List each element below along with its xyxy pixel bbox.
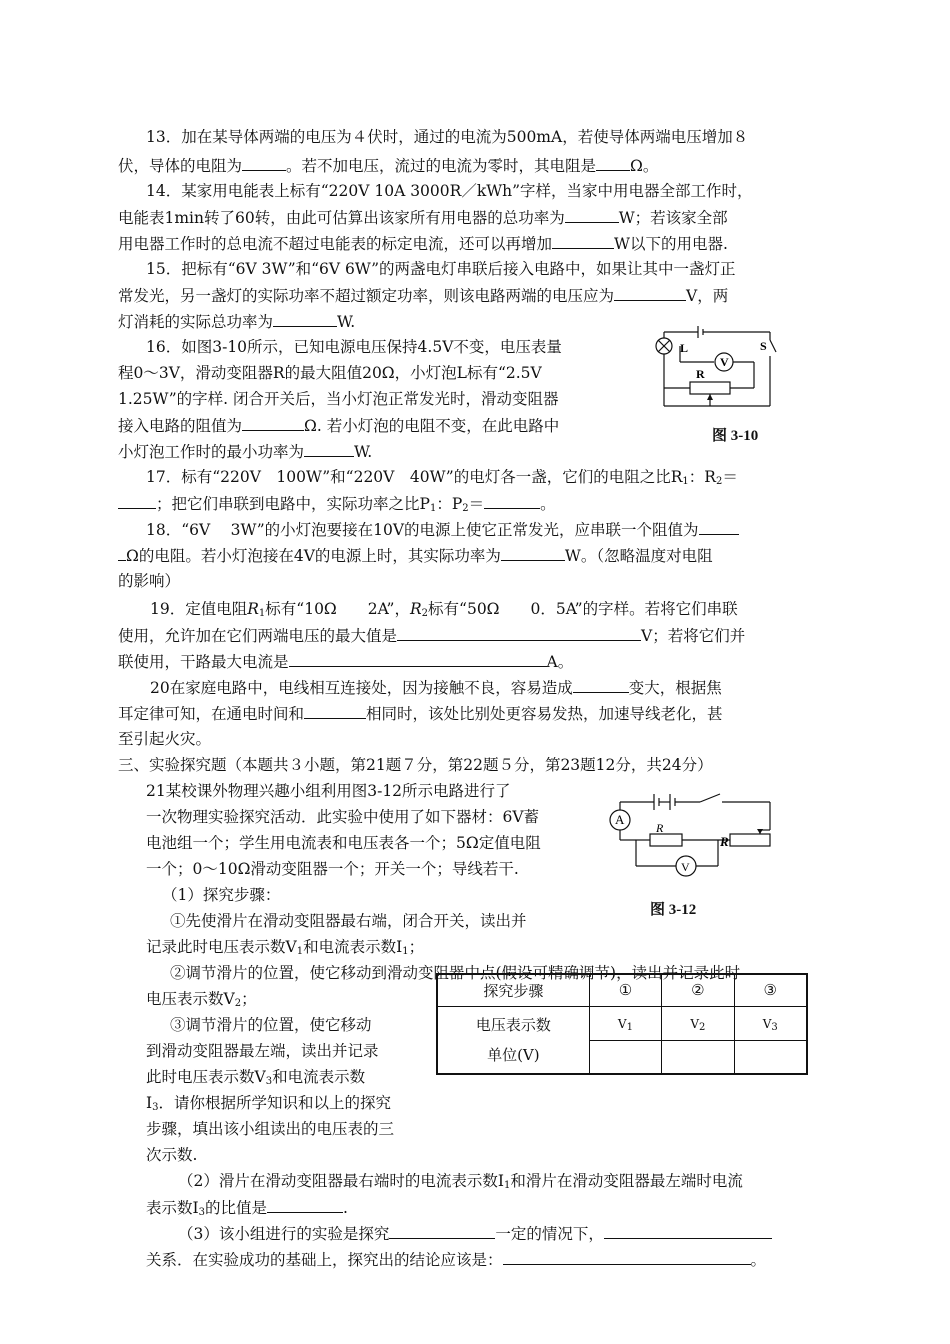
section-3-heading: 三、实验探究题（本题共３小题，第21题７分，第22题５分，第23题12分，共24分） [118, 756, 713, 774]
answer-blank[interactable] [604, 1220, 772, 1239]
answer-blank[interactable] [552, 230, 614, 249]
switch-blade [700, 794, 720, 802]
q13-line1: 13．加在某导体两端的电压为４伏时，通过的电流为500mA，若使导体两端电压增加８ [146, 128, 749, 146]
q21-step2-line1: ②调节滑片的位置，使它移动到滑动变阻器中点(假设可精确调节)，读出并记录此时 [170, 964, 741, 982]
q21-step1-line2: 记录此时电压表示数$V_1$和电流表示数$I_1$； [146, 938, 425, 957]
table-answer-cell[interactable] [589, 1040, 661, 1074]
q20-line2: 耳定律可知，在通电时间和 相同时，该处比别处更容易发热，加速导线老化，甚 [118, 700, 723, 727]
table-answer-cell[interactable] [662, 1040, 734, 1074]
table-header-cell: ② [662, 974, 734, 1006]
q21-line2: 一次物理实验探究活动．此实验中使用了如下器材：6V蓄 [146, 808, 540, 826]
q17-line1: 17．标有“220V 100W”和“220V 40W”的电灯各一盏，它们的电阻之比$R_1$：$R_2=$ [146, 468, 738, 487]
q16-line5: 小灯泡工作时的最小功率为 W. [118, 438, 372, 465]
q16-line1: 16．如图3-10所示，已知电源电压保持4.5V不变，电压表量 [146, 338, 562, 356]
answer-blank[interactable] [699, 516, 739, 535]
answer-blank[interactable] [304, 700, 366, 719]
resistor-symbol [650, 834, 682, 846]
q19-line1: 19．定值电阻$R_1$标有“10Ω 2A”，$R_2$标有“50Ω 0．5A”的字样。若将它们串联 [150, 600, 738, 619]
answer-blank[interactable] [501, 542, 565, 561]
table-header-cell: ③ [734, 974, 807, 1006]
q14-line3: 用电器工作时的总电流不超过电能表的标定电流，还可以再增加 W以下的用电器. [118, 230, 728, 257]
answer-blank[interactable] [397, 622, 641, 641]
q20-line1: 20在家庭电路中，电线相互连接处，因为接触不良，容易造成 变大，根据焦 [150, 674, 722, 701]
rheostat-symbol [730, 834, 770, 846]
answer-blank[interactable] [614, 282, 686, 301]
answer-blank[interactable] [573, 674, 629, 693]
answer-blank[interactable] [565, 204, 619, 223]
q21-line1: 21某校课外物理兴趣小组利用图3-12所示电路进行了 [146, 782, 511, 800]
table-header-cell: 探究步骤 [437, 974, 589, 1006]
answer-blank[interactable] [304, 438, 354, 457]
table-row-label: 电压表示数 单位(V) [437, 1006, 589, 1074]
figure-caption-3-10: 图 3-10 [712, 428, 759, 444]
q21-step3-line3: 此时电压表示数$V_3$和电流表示数 [146, 1068, 366, 1087]
resistor-label: R [656, 821, 664, 835]
q19-line2: 使用，允许加在它们两端电压的最大值是 V；若将它们并 [118, 622, 745, 649]
table-cell: $V_3$ [734, 1006, 807, 1040]
answer-blank[interactable] [242, 412, 304, 431]
voltmeter-label: V [681, 860, 690, 874]
q21-step2-line2: 电压表示数$V_2$； [146, 990, 257, 1009]
q14-line2: 电能表1min转了60转，由此可估算出该家所有用电器的总功率为 W；若该家全部 [118, 204, 728, 231]
rheostat-symbol [690, 382, 730, 394]
q21-step1-line1: ①先使滑片在滑动变阻器最右端，闭合开关，读出并 [170, 912, 527, 930]
q17-line2: ；把它们串联到电路中，实际功率之比$P_1$：$P_2=$ 。 [118, 490, 556, 522]
circuit-diagram-3-12 [600, 790, 785, 895]
rheostat-slider [707, 394, 713, 400]
table-row [437, 1006, 807, 1040]
q16-line4: 接入电路的阻值为 Ω. 若小灯泡的电阻不变，在此电路中 [118, 412, 559, 439]
table-cell: $V_2$ [662, 1006, 734, 1040]
answer-blank[interactable] [242, 152, 286, 171]
ammeter-label: A [615, 812, 625, 827]
q21-step3-line5: 步骤，填出该小组读出的电压表的三 [146, 1120, 395, 1138]
q21-step-title: （1）探究步骤： [162, 886, 281, 904]
q15-line3: 灯消耗的实际总功率为 W. [118, 308, 355, 335]
table-cell: $V_1$ [589, 1006, 661, 1040]
answer-blank[interactable] [503, 1246, 751, 1265]
answer-blank[interactable] [118, 542, 126, 561]
q21-part3-line1: （3）该小组进行的实验是探究 一定的情况下， [178, 1220, 772, 1247]
q19-line3: 联使用，干路最大电流是 A。 [118, 648, 573, 675]
figure-caption-3-12: 图 3-12 [650, 902, 697, 918]
q21-step3-line4: $I_3$．请你根据所学知识和以上的探究 [146, 1094, 392, 1113]
answer-blank[interactable] [596, 152, 630, 171]
switch-blade [770, 340, 776, 352]
rheostat-label: R [720, 834, 729, 849]
switch-label: S [760, 339, 767, 353]
q16-line2: 程0～3V，滑动变阻器R的最大阻值20Ω，小灯泡L标有“2.5V [118, 364, 542, 382]
q18-line2: Ω的电阻。若小灯泡接在4V的电源上时，其实际功率为 W。（忽略温度对电阻 [118, 542, 713, 569]
circuit-diagram-3-10 [650, 318, 790, 418]
table-answer-cell[interactable] [734, 1040, 807, 1074]
q14-line1: 14．某家用电能表上标有“220V 10A 3000R／kWh”字样，当家中用电器全部工作时， [146, 182, 753, 200]
q18-line1: 18．“6V 3W”的小灯泡要接在10V的电源上使它正常发光，应串联一个阻值为 [146, 516, 739, 543]
q21-line3: 电池组一个；学生用电流表和电压表各一个；5Ω定值电阻 [146, 834, 541, 852]
answer-blank[interactable] [267, 1194, 343, 1213]
q21-step3-line1: ③调节滑片的位置，使它移动 [170, 1016, 372, 1034]
answer-blank[interactable] [273, 308, 337, 327]
q15-line1: 15．把标有“6V 3W”和“6V 6W”的两盏电灯串联后接入电路中，如果让其中一盏灯正 [146, 260, 736, 278]
q21-part2-line1: （2）滑片在滑动变阻器最右端时的电流表示数$I_1$和滑片在滑动变阻器最左端时电流 [178, 1172, 743, 1191]
q15-line2: 常发光，另一盏灯的实际功率不超过额定功率，则该电路两端的电压应为 V，两 [118, 282, 728, 309]
q16-line3: 1.25W”的字样. 闭合开关后，当小灯泡正常发光时，滑动变阻器 [118, 390, 559, 408]
results-table [436, 973, 808, 1075]
q21-step3-line2: 到滑动变阻器最左端，读出并记录 [146, 1042, 379, 1060]
rheostat-slider [757, 829, 763, 834]
q13-line2: 伏，导体的电阻为 。若不加电压，流过的电流为零时，其电阻是 Ω。 [118, 152, 658, 179]
lamp-label: L [680, 341, 689, 355]
answer-blank[interactable] [389, 1220, 495, 1239]
q21-part2-line2: 表示数$I_3$的比值是 . [146, 1194, 348, 1226]
answer-blank[interactable] [484, 490, 540, 509]
q20-line3: 至引起火灾。 [118, 730, 212, 748]
voltmeter-label: V [720, 355, 729, 369]
q21-part3-line2: 关系．在实验成功的基础上，探究出的结论应该是： 。 [146, 1246, 766, 1273]
table-header-row [437, 974, 807, 1006]
answer-blank[interactable] [118, 490, 156, 509]
q21-step3-line6: 次示数. [146, 1146, 198, 1164]
q18-line3: 的影响） [118, 572, 181, 590]
answer-blank[interactable] [289, 648, 547, 667]
rheostat-label: R [696, 367, 705, 381]
q21-line4: 一个；0～10Ω滑动变阻器一个；开关一个；导线若干. [146, 860, 519, 878]
table-header-cell: ① [589, 974, 661, 1006]
